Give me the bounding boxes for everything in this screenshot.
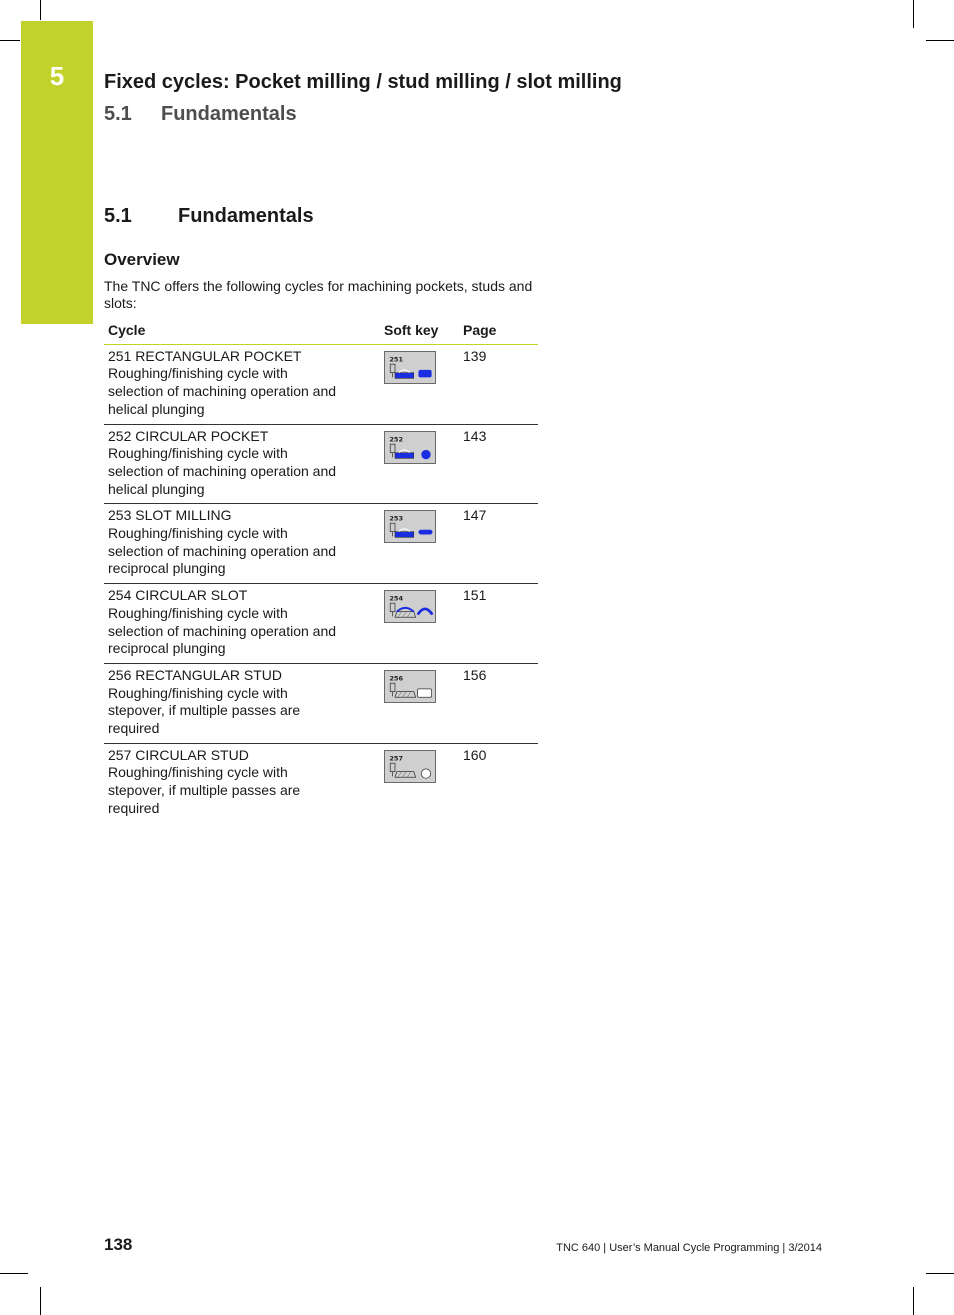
cycle-description-line: stepover, if multiple passes are [108,702,301,719]
section-heading [104,205,314,228]
cycle-name: 251 RECTANGULAR POCKET [108,347,302,364]
crop-mark [0,40,20,41]
overview-intro: The TNC offers the following cycles for machining pockets, studs and slots: [104,278,533,311]
crop-mark [913,1287,914,1315]
cycle-description-line: selection of machining operation and [108,542,337,559]
softkey-label: 252 [389,434,404,443]
page-cell: 151 [459,584,538,664]
rectangular-pocket-softkey-icon[interactable] [384,351,436,384]
overview-heading: Overview [104,250,180,269]
cycle-description-line: selection of machining operation and [108,462,337,479]
softkey-label: 256 [389,674,404,683]
softkey-cell [380,743,459,822]
tool-symbol-icon [390,524,413,538]
softkey-label: 254 [389,594,404,603]
tool-symbol-icon [390,603,415,617]
softkey-shape-icon [418,530,432,535]
page-cell: 143 [459,424,538,504]
crop-mark [913,0,914,28]
footer-page-number: 138 [104,1235,133,1254]
cycle-name: 256 RECTANGULAR STUD [108,666,283,683]
header-page: Page [459,318,538,344]
table-row [104,743,538,822]
circular-stud-softkey-icon[interactable] [384,750,436,783]
crop-mark [926,40,954,41]
cycle-cell [104,344,380,424]
cycle-description-line: Roughing/finishing cycle with [108,365,288,382]
softkey-shape-icon [421,769,430,778]
running-header-title: Fixed cycles: Pocket milling / stud milling / slot milling [104,71,622,93]
cycle-description-line: Roughing/finishing cycle with [108,684,288,701]
page-cell: 147 [459,504,538,584]
cycle-name: 254 CIRCULAR SLOT [108,587,248,604]
crop-mark [40,1287,41,1315]
cycle-name: 253 SLOT MILLING [108,507,232,524]
softkey-label: 253 [389,514,404,523]
table-header-row [104,318,538,344]
table-row [104,504,538,584]
softkey-cell [380,424,459,504]
header-softkey: Soft key [380,318,459,344]
cycle-cell [104,584,380,664]
section-title: Fundamentals [178,205,314,227]
softkey-cell [380,504,459,584]
tool-symbol-icon [390,364,413,378]
cycle-description-line: selection of machining operation and [108,622,337,639]
cycle-description-line: reciprocal plunging [108,640,226,657]
chapter-number: 5 [49,61,65,91]
cycle-description-line: reciprocal plunging [108,560,226,577]
tool-symbol-icon [390,444,413,458]
section-number: 5.1 [104,205,132,227]
table-row [104,584,538,664]
cycle-description-line: helical plunging [108,480,205,497]
table-row [104,663,538,743]
page-cell: 156 [459,663,538,743]
table-row [104,344,538,424]
cycle-cell [104,504,380,584]
cycle-description-line: required [108,799,160,816]
softkey-label: 251 [389,355,404,364]
page-cell: 139 [459,344,538,424]
crop-mark [40,0,41,20]
circular-slot-softkey-icon[interactable] [384,590,436,623]
cycle-cell [104,743,380,822]
softkey-shape-icon [418,689,432,697]
rectangular-stud-softkey-icon[interactable] [384,670,436,703]
cycle-description-line: selection of machining operation and [108,383,337,400]
cycle-cell [104,424,380,504]
softkey-cell [380,584,459,664]
cycle-description-line: Roughing/finishing cycle with [108,764,288,781]
cycles-table [104,318,538,823]
table-body [104,344,538,822]
cycle-description-line: Roughing/finishing cycle with [108,525,288,542]
chapter-tab [21,21,93,324]
circular-pocket-softkey-icon[interactable] [384,431,436,464]
running-section-number: 5.1 [104,103,132,125]
cycle-description-line: required [108,720,160,737]
cycle-name: 252 CIRCULAR POCKET [108,427,269,444]
cycle-cell [104,663,380,743]
crop-mark [0,1273,28,1274]
slot-milling-softkey-icon[interactable] [384,510,436,543]
header-cycle: Cycle [104,318,380,344]
softkey-shape-icon [421,449,430,458]
softkey-label: 257 [389,754,404,763]
softkey-shape-icon [418,370,431,378]
table-row [104,424,538,504]
running-section-title: Fundamentals [161,103,297,125]
softkey-cell [380,344,459,424]
page-cell: 160 [463,746,487,763]
cycle-name: 257 CIRCULAR STUD [108,746,249,763]
crop-mark [926,1273,954,1274]
cycle-description-line: Roughing/finishing cycle with [108,445,288,462]
tool-symbol-icon [390,683,415,697]
cycle-description-line: stepover, if multiple passes are [108,782,301,799]
cycle-description-line: Roughing/finishing cycle with [108,604,288,621]
running-header-section [104,103,297,126]
softkey-cell [380,663,459,743]
footer-info: TNC 640 | User’s Manual Cycle Programming | 3/2014 [556,1242,822,1254]
softkey-shape-icon [418,609,431,614]
cycle-description-line: helical plunging [108,400,205,417]
tool-symbol-icon [390,763,415,777]
